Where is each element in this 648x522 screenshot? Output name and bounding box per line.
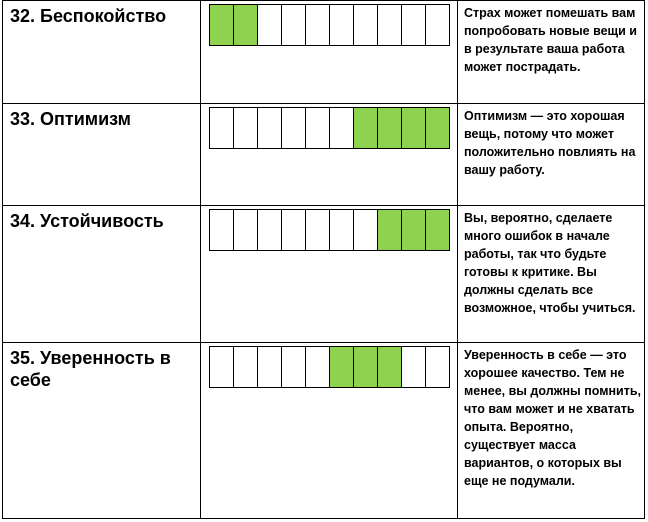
rating-segment-empty	[426, 347, 449, 387]
table-row	[2, 342, 645, 519]
rating-segment-empty	[306, 347, 330, 387]
rating-segment-empty	[306, 5, 330, 45]
trait-title: 35. Уверенность в себе	[10, 348, 171, 390]
rating-segment-empty	[402, 347, 426, 387]
trait-title: 34. Устойчивость	[10, 211, 164, 231]
rating-segment-empty	[234, 347, 258, 387]
rating-segment-filled	[378, 210, 402, 250]
trait-description: Страх может помешать вам попробовать новые вещи и в результате ваша работа может пострадать.	[464, 6, 637, 74]
rating-scale	[209, 4, 450, 46]
description-cell	[457, 343, 645, 518]
rating-segment-empty	[426, 5, 449, 45]
rating-cell	[200, 1, 457, 104]
rating-segment-empty	[306, 108, 330, 148]
rating-segment-empty	[402, 5, 426, 45]
rating-segment-filled	[354, 108, 378, 148]
rating-segment-empty	[354, 5, 378, 45]
trait-title-cell	[2, 104, 200, 206]
rating-segment-empty	[258, 5, 282, 45]
table-row	[2, 205, 645, 343]
trait-title: 33. Оптимизм	[10, 109, 131, 129]
trait-title-cell	[2, 206, 200, 343]
rating-segment-empty	[378, 5, 402, 45]
rating-segment-empty	[306, 210, 330, 250]
rating-segment-empty	[282, 347, 306, 387]
trait-title: 32. Беспокойство	[10, 6, 167, 26]
description-cell	[457, 1, 645, 104]
rating-segment-empty	[234, 108, 258, 148]
rating-segment-empty	[330, 108, 354, 148]
trait-title-cell	[2, 1, 200, 104]
rating-cell	[200, 343, 457, 518]
rating-segment-empty	[282, 5, 306, 45]
table-row	[2, 103, 645, 206]
rating-segment-empty	[210, 108, 234, 148]
rating-segment-empty	[330, 210, 354, 250]
rating-segment-filled	[378, 347, 402, 387]
rating-segment-empty	[282, 210, 306, 250]
rating-segment-empty	[354, 210, 378, 250]
rating-segment-empty	[210, 210, 234, 250]
description-cell	[457, 206, 645, 343]
rating-segment-filled	[402, 210, 426, 250]
rating-segment-empty	[258, 108, 282, 148]
rating-segment-filled	[426, 210, 449, 250]
rating-segment-empty	[258, 347, 282, 387]
rating-segment-filled	[354, 347, 378, 387]
rating-scale	[209, 209, 450, 251]
trait-description: Вы, вероятно, сделаете много ошибок в начале работы, так что будьте готовы к критике. Вы должны сделать все возможное, чтобы учиться.	[464, 211, 636, 315]
description-cell	[457, 104, 645, 206]
rating-segment-filled	[234, 5, 258, 45]
trait-title-cell	[2, 343, 200, 518]
rating-segment-filled	[426, 108, 449, 148]
rating-segment-empty	[258, 210, 282, 250]
rating-segment-empty	[210, 347, 234, 387]
rating-cell	[200, 104, 457, 206]
table-row	[2, 0, 645, 104]
rating-segment-empty	[234, 210, 258, 250]
rating-segment-filled	[402, 108, 426, 148]
rating-segment-filled	[210, 5, 234, 45]
rating-segment-empty	[282, 108, 306, 148]
rating-segment-filled	[330, 347, 354, 387]
rating-segment-filled	[378, 108, 402, 148]
rating-cell	[200, 206, 457, 343]
rating-scale	[209, 107, 450, 149]
rating-segment-empty	[330, 5, 354, 45]
trait-description: Оптимизм — это хорошая вещь, потому что может положительно повлиять на вашу работу.	[464, 109, 636, 177]
rating-scale	[209, 346, 450, 388]
trait-description: Уверенность в себе — это хорошее качество. Тем не менее, вы должны помнить, что вам может и не хватать опыта. Вероятно, существует масса вариантов, о которых вы еще не подумали.	[464, 348, 641, 488]
